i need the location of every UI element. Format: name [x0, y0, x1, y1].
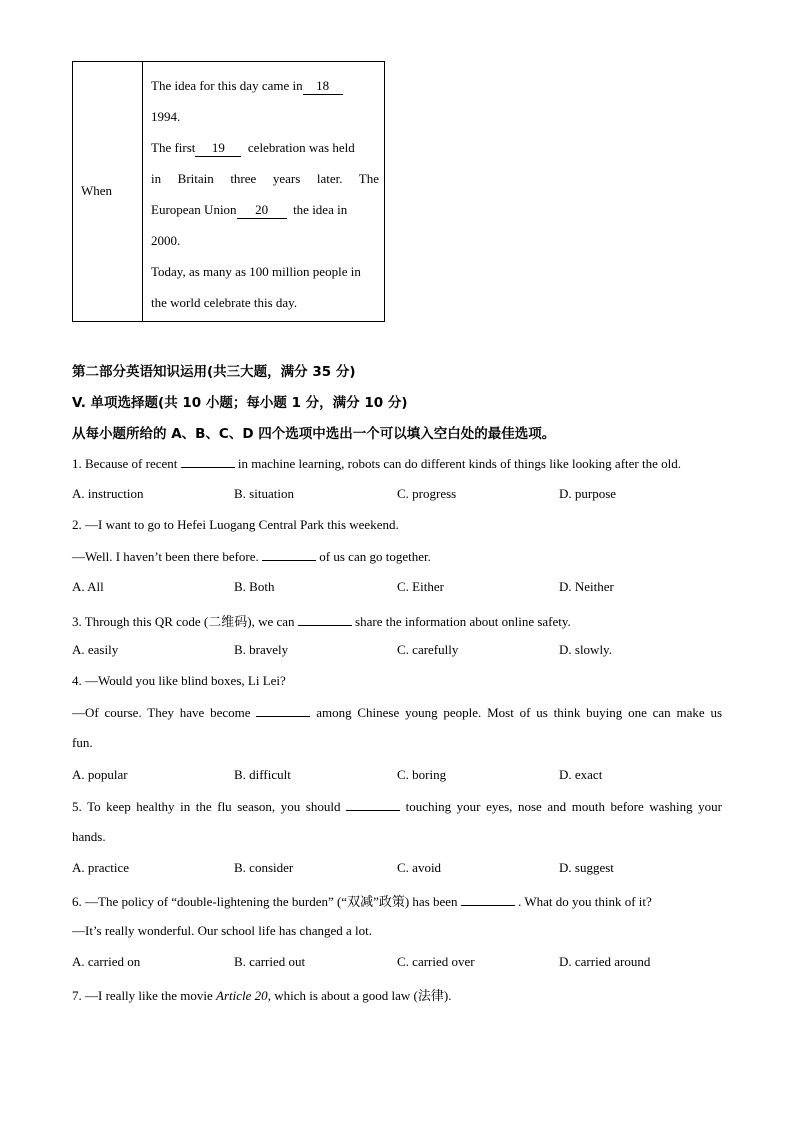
option-d: D. Neither	[559, 579, 614, 594]
option-d: D. slowly.	[559, 642, 612, 657]
option-c: C. progress	[397, 486, 457, 501]
question-text: among Chinese young people. Most of us think buying one can make us	[316, 705, 723, 720]
table-line: Today, as many as 100 million people in	[151, 264, 361, 279]
question-text: . What do you think of it?	[518, 894, 652, 909]
question-text: 3. Through this QR code (二维码), we can	[72, 614, 295, 629]
option-b: B. consider	[234, 860, 294, 875]
table-line	[151, 194, 379, 225]
question-4-line3: fun.	[72, 735, 93, 750]
question-6	[72, 891, 652, 910]
answer-blank	[262, 548, 316, 561]
option-c: C. carried over	[397, 954, 475, 969]
option-a: A. popular	[72, 767, 128, 782]
option-b: B. situation	[234, 486, 294, 501]
table-text: The first	[151, 140, 196, 155]
option-a: A. carried on	[72, 954, 141, 969]
question-7	[72, 985, 451, 1004]
question-text: of us can go together.	[319, 549, 431, 564]
blank-19: 19	[195, 139, 241, 157]
question-text: —Of course. They have become	[72, 705, 251, 720]
option-b: B. Both	[234, 579, 275, 594]
question-5	[72, 798, 722, 815]
question-text: in machine learning, robots can do different kinds of things like looking after the old.	[237, 456, 681, 471]
option-b: B. carried out	[234, 954, 306, 969]
option-a: A. All	[72, 579, 104, 594]
section-heading: V. 单项选择题(共 10 小题；每小题 1 分，满分 10 分)	[72, 395, 408, 411]
question-text: touching your eyes, nose and mouth before washing your	[405, 799, 723, 814]
option-c: C. avoid	[397, 860, 442, 875]
question-2-line2	[72, 548, 431, 565]
table-line: 1994.	[151, 109, 181, 124]
answer-blank	[346, 798, 400, 811]
question-text: 6. —The policy of “double-lightening the burden” (“双减”政策) has been	[72, 894, 458, 909]
table-text: celebration was held	[247, 140, 355, 155]
option-c: C. Either	[397, 579, 444, 594]
instruction-text: 从每小题所给的 A、B、C、D 四个选项中选出一个可以填入空白处的最佳选项。	[72, 426, 556, 442]
option-a: A. easily	[72, 642, 119, 657]
table-line: in Britain three years later. The	[151, 171, 379, 186]
question-3	[72, 611, 571, 630]
table-row-label: When	[81, 183, 113, 198]
table-line: 2000.	[151, 233, 181, 248]
answer-blank	[256, 704, 310, 717]
option-d: D. purpose	[559, 486, 617, 501]
table-line	[151, 132, 379, 163]
question-text: share the information about online safety.	[355, 614, 571, 629]
table-text: European Union	[151, 202, 237, 217]
option-a: A. instruction	[72, 486, 144, 501]
blank-20: 20	[237, 201, 287, 219]
movie-title: Article 20	[216, 988, 268, 1003]
option-d: D. suggest	[559, 860, 614, 875]
question-2: 2. —I want to go to Hefei Luogang Central Park this weekend.	[72, 517, 399, 532]
answer-blank	[461, 893, 515, 906]
option-c: C. boring	[397, 767, 447, 782]
part-heading: 第二部分英语知识运用(共三大题，满分 35 分)	[72, 364, 356, 380]
question-text: —Well. I haven’t been there before.	[72, 549, 259, 564]
table-text: The idea for this day came in	[151, 78, 303, 93]
option-a: A. practice	[72, 860, 130, 875]
option-d: D. exact	[559, 767, 603, 782]
blank-18: 18	[303, 77, 343, 95]
question-6-line2: —It’s really wonderful. Our school life has changed a lot.	[72, 923, 372, 938]
question-1	[72, 455, 681, 472]
question-4: 4. —Would you like blind boxes, Li Lei?	[72, 673, 286, 688]
question-text: 7. —I really like the movie	[72, 988, 213, 1003]
question-4-line2	[72, 704, 722, 721]
option-d: D. carried around	[559, 954, 651, 969]
table-line	[151, 70, 379, 101]
table-divider	[142, 62, 143, 321]
answer-blank	[181, 455, 235, 468]
option-b: B. bravely	[234, 642, 289, 657]
info-table	[72, 61, 385, 322]
table-cell-text	[151, 70, 379, 318]
question-text: , which is about a good law (法律).	[267, 988, 452, 1003]
table-line: the world celebrate this day.	[151, 295, 298, 310]
option-c: C. carefully	[397, 642, 459, 657]
answer-blank	[298, 613, 352, 626]
table-text: the idea in	[293, 202, 348, 217]
question-text: 5. To keep healthy in the flu season, you should	[72, 799, 341, 814]
question-5-line2: hands.	[72, 829, 106, 844]
option-b: B. difficult	[234, 767, 291, 782]
question-text: 1. Because of recent	[72, 456, 178, 471]
